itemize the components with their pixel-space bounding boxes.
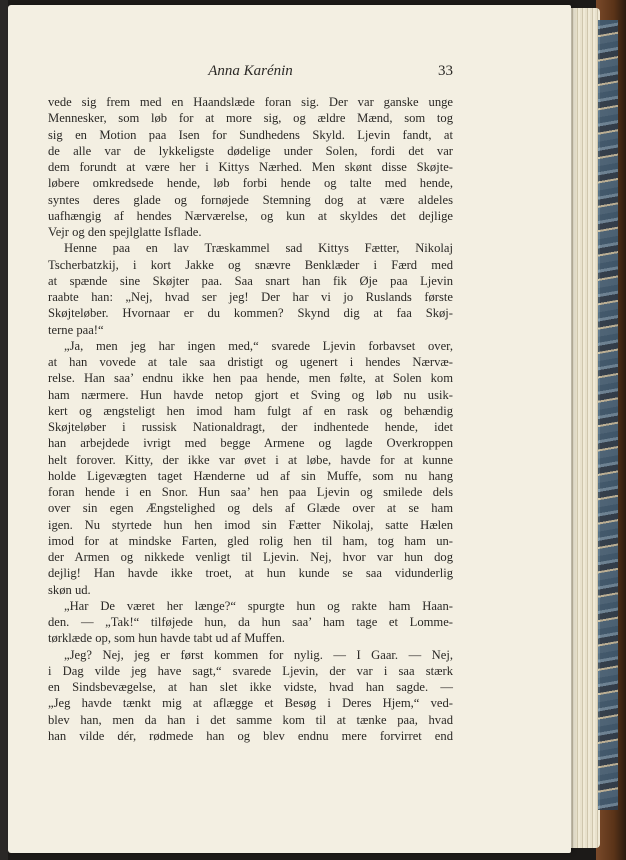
text-line: dem forundt at være her i Kittys Nærhed. Men skønt disse Skøjte- (48, 160, 453, 174)
text-line: Skøjteløber i russisk Nationaldragt, der indhentede hende, idet (48, 420, 453, 434)
text-line: den. — „Tak!“ tilføjede hun, da hun saa’ ham tage et Lomme- (48, 615, 453, 629)
marbled-endpaper (598, 20, 618, 810)
text-line: uafhængig af hendes Nærværelse, og kun at skyldes det dejlige (48, 208, 453, 223)
text-line: sig en Motion paa Isen for Sundhedens Skyld. Ljevin fandt, at (48, 127, 453, 142)
text-line: han vilde dér, rødmede han og blev endnu mere forvirret end (48, 728, 453, 743)
text-line: „Jeg havde tænkt mig at aflægge et Besøg i Deres Hjem,“ ved- (48, 696, 453, 711)
text-line: at spænde sine Skøjter paa. Saa snart han fik Øje paa Ljevin (48, 273, 453, 288)
text-line: i Dag vilde jeg have sagt,“ svarede Ljevin, der var i saa stærk (48, 663, 453, 678)
text-line: at han vovede at tale saa dristigt og ugenert i hendes Nærvæ- (48, 355, 453, 369)
text-line: Henne paa en lav Træskammel sad Kittys Fætter, Nikolaj (64, 241, 453, 256)
text-line: skøn ud. (48, 582, 91, 597)
text-line: relse. Han saa’ endnu ikke hen paa hende, men følte, at Solen kom (48, 371, 453, 386)
text-line: „Jeg? Nej, jeg er først kommen for nylig. — I Gaar. — Nej, (64, 647, 453, 662)
text-line: der Armen og nikkede venligt til Ljevin. Nej, hvor var hun dog (48, 550, 453, 564)
text-line: raabte han: „Nej, hvad ser jeg! Der har vi jo Ruslands første (48, 290, 453, 304)
text-line: Tscherbatzkij, i kort Jakke og snævre Benklæder i Færd med (48, 257, 453, 272)
text-line: dejlig! Han havde ikke troet, at hun kunde se saa vidunderlig (48, 566, 453, 581)
page-number: 33 (438, 63, 453, 79)
text-line: Vejr og den spejlglatte Isflade. (48, 225, 202, 239)
text-line: „Ja, men jeg har ingen med,“ svarede Ljevin forbavset over, (64, 338, 453, 353)
text-line: Skøjteløber. Hvornaar er du kommen? Skynd dig at faa Skøj- (48, 306, 453, 321)
page-header (48, 63, 453, 83)
text-line: holde Ligevægten taget Hænderne ud af sin Muffe, som nu hang (48, 468, 453, 483)
text-line: en Sindsbevægelse, at han slet ikke vidste, hvad han sagde. — (48, 680, 453, 694)
text-line: tørklæde op, som hun havde tabt ud af Muffen. (48, 631, 285, 646)
text-line: de alle var de lykkeligste dødelige under Solen, fordi det var (48, 143, 453, 158)
text-line: igen. Nu styrtede hun hen imod sin Fætter Nikolaj, satte Hælen (48, 517, 453, 532)
text-line: syntes deres glade og fornøjede Stemning dog at være aldeles (48, 192, 453, 207)
text-line: blev han, men da han i det samme kom til at tænke paa, hvad (48, 712, 453, 727)
background-left-edge (0, 0, 8, 860)
text-line: over sin egen Ængstelighed og dels af Glæde over at se ham (48, 501, 453, 516)
text-line: foran hende i en Snor. Hun saa’ hen paa Ljevin og smilede dels (48, 485, 453, 499)
text-line: „Har De været her længe?“ spurgte hun og rakte ham Haan- (64, 598, 453, 613)
text-line: Mennesker, som løb for at more sig, og ældre Mænd, som tog (48, 111, 453, 126)
text-line: han arbejdede ivrigt med begge Armene og lagde Overkroppen (48, 436, 453, 451)
running-title: Anna Karénin (208, 63, 293, 79)
text-line: ham nærmere. Hun havde netop gjort et Sving og løb nu usik- (48, 387, 453, 402)
text-line: terne paa!“ (48, 322, 104, 337)
text-line: løbere omkredsede hende, løb forbi hende og talte med hende, (48, 176, 453, 191)
body-text (48, 94, 453, 744)
text-line: imod for at mindske Farten, gled rolig hen til ham, tog ham un- (48, 533, 453, 548)
text-line: helt forover. Kitty, der ikke var øvet i at løbe, havde for at kunne (48, 452, 453, 467)
text-line: kert og ængsteligt hen imod ham fulgt af en rask og behændig (48, 403, 453, 418)
text-line: vede sig frem med en Haandslæde foran sig. Der var ganske unge (48, 95, 453, 109)
